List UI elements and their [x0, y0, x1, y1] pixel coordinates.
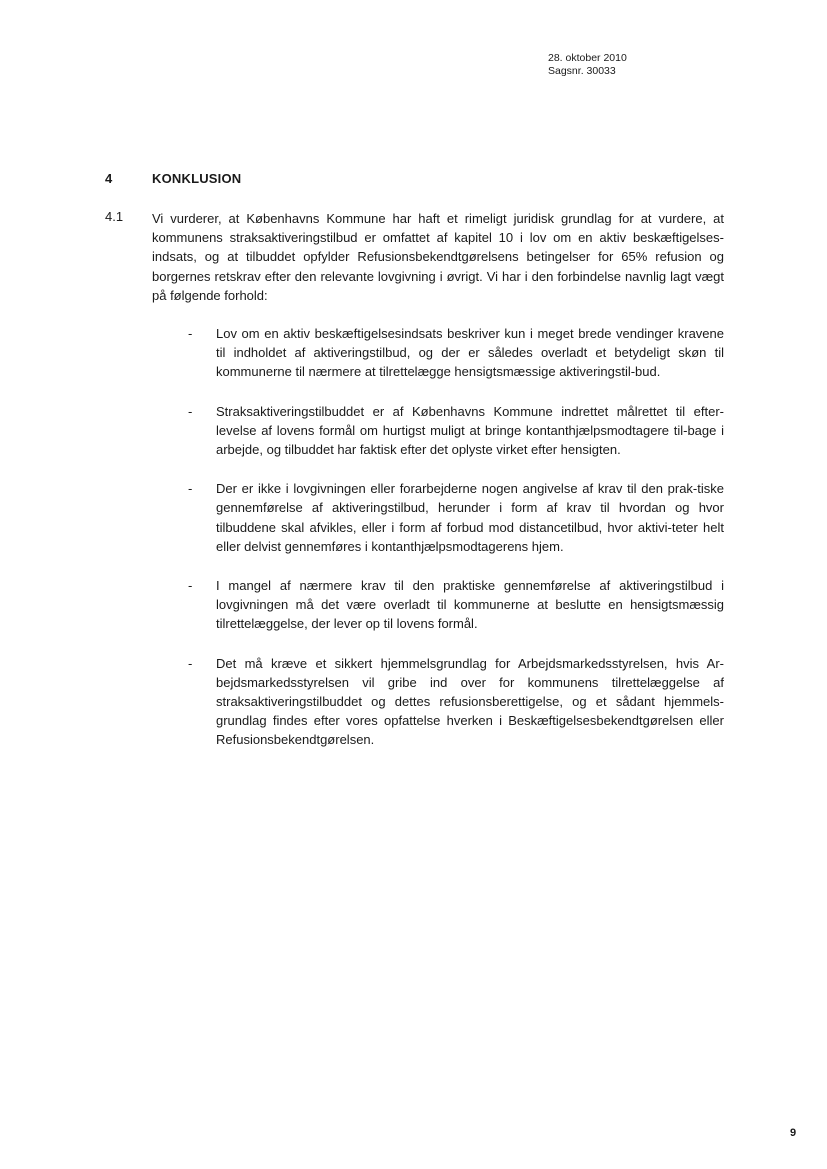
bullet-text: Det må kræve et sikkert hjemmelsgrundlag for Arbejdsmarkedsstyrelsen, hvis Ar-bejdsmarkedsstyrelsen vil gribe ind over for kommunens tilrettelæggelse af straksaktiveringstilbuddet og dettes refusionsberettigelse, og et sådant hjemmels-grundlag findes efter vores opfattelse hverken i Beskæftigelsesbekendtgørelsen eller Refusionsbekendtgørelsen. — [216, 655, 724, 748]
section-number: 4 — [105, 171, 113, 186]
header-meta — [548, 52, 627, 78]
page-number: 9 — [790, 1127, 797, 1139]
list-item — [188, 402, 724, 460]
subsection-number: 4.1 — [105, 209, 124, 224]
document-date: 28. oktober 2010 — [548, 52, 627, 64]
bullet-dash: - — [188, 481, 193, 497]
bullet-dash: - — [188, 403, 193, 419]
bullet-dash: - — [188, 578, 193, 594]
bullet-list — [188, 324, 724, 770]
bullet-text: Straksaktiveringstilbuddet er af Københavns Kommune indrettet målrettet til efter-levelse af lovens formål om hurtigst muligt at bringe kontanthjælpsmodtagere til-bage i arbejde, og tilbuddet har faktisk efter det oplyste virket efter hensigten. — [216, 403, 724, 458]
case-number: Sagsnr. 30033 — [548, 65, 616, 77]
bullet-text: I mangel af nærmere krav til den praktiske gennemførelse af aktiveringstilbud i lovgivningen må det være overladt til kommunerne at beslutte en hensigtsmæssig tilrettelæggelse, der lever op til lovens formål. — [216, 578, 724, 632]
bullet-dash: - — [188, 326, 193, 341]
list-item — [188, 479, 724, 556]
section-title: KONKLUSION — [152, 171, 242, 186]
list-item — [188, 576, 724, 634]
subsection-paragraph: Vi vurderer, at Københavns Kommune har haft et rimeligt juridisk grundlag for at vurdere, at kommunens straksaktiveringstilbud er omfattet af kapitel 10 i lov om en aktiv beskæftigelses-indsats, og at tilbuddet opfylder Refusionsbekendtgørelsens betingelser for 65% refusion og borgernes retskrav efter den relevante lovgivning i øvrigt. Vi har i den forbindelse navnlig lagt vægt på følgende forhold: — [152, 211, 724, 303]
bullet-text: Der er ikke i lovgivningen eller forarbejderne nogen angivelse af krav til den prak-tiske gennemførelse af aktiveringstilbud, herunder i form af krav til hvordan og hvor tilbuddene skal afvikles, eller i form af forbud mod distancetilbud, hvor aktivi-teter helt eller delvist gennemføres i kontanthjælpsmodtagerens hjem. — [216, 481, 724, 554]
list-item — [188, 654, 724, 750]
bullet-text: Lov om en aktiv beskæftigelsesindsats beskriver kun i meget brede vendinger kravene til indholdet af aktiveringstilbud, og der er således overladt et betydeligt skøn til kommunerne til nærmere at tilrettelægge hensigtsmæssige aktiveringstil-bud. — [216, 326, 724, 380]
bullet-dash: - — [188, 655, 193, 671]
list-item — [188, 324, 724, 382]
